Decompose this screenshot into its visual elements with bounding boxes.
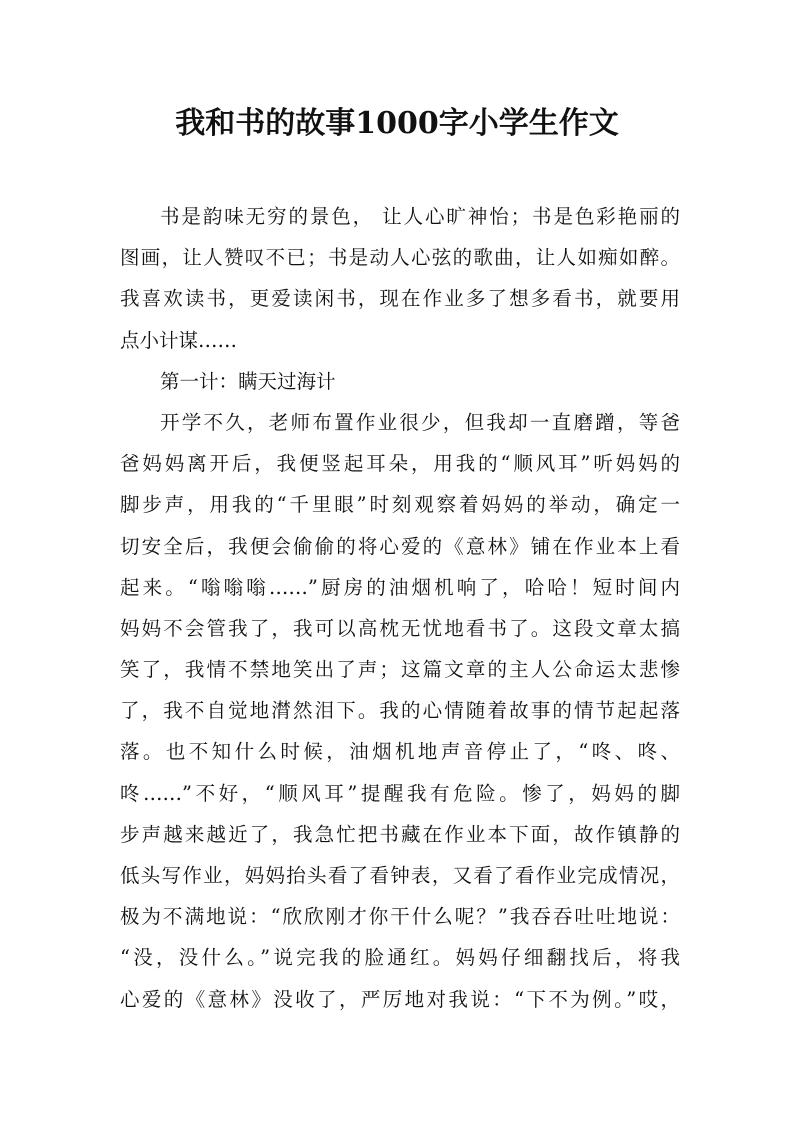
text-line: 低头写作业，妈妈抬头看了看钟表，又看了看作业完成情况，: [120, 864, 680, 887]
text-line: 步声越来越近了，我急忙把书藏在作业本下面，故作镇静的: [120, 822, 680, 846]
text-line: 第一计：瞒天过海计: [160, 369, 336, 393]
text-line: 起来。“嗡嗡嗡……”厨房的油烟机响了，哈哈！短时间内: [120, 575, 680, 599]
text-line: 点小计谋……: [120, 328, 238, 352]
text-line: “没，没什么。”说完我的脸通红。妈妈仔细翻找后，将我: [120, 946, 680, 970]
document-body: [120, 196, 680, 1020]
text-line: 妈妈不会管我了，我可以高枕无忧地看书了。这段文章太搞: [120, 616, 680, 640]
text-line: 了，我不自觉地潸然泪下。我的心情随着故事的情节起起落: [120, 699, 680, 723]
text-line: 笑了，我情不禁地笑出了声；这篇文章的主人公命运太悲惨: [120, 658, 680, 682]
text-line: 极为不满地说：“欣欣刚才你干什么呢？”我吞吞吐吐地说：: [120, 905, 680, 929]
text-line: 开学不久，老师布置作业很少，但我却一直磨蹭，等爸: [160, 410, 680, 434]
text-line: 图画，让人赞叹不已；书是动人心弦的歌曲，让人如痴如醉。: [120, 246, 680, 270]
text-line: 爸妈妈离开后，我便竖起耳朵，用我的“顺风耳”听妈妈的: [120, 452, 680, 476]
text-line: 切安全后，我便会偷偷的将心爱的《意林》铺在作业本上看: [120, 534, 680, 558]
document-title: 我和书的故事1000字小学生作文: [175, 106, 619, 141]
text-line: 我喜欢读书，更爱读闲书，现在作业多了想多看书，就要用: [120, 287, 680, 311]
text-line: 脚步声，用我的“千里眼”时刻观察着妈妈的举动，确定一: [120, 493, 680, 517]
text-line: 书是韵味无穷的景色， 让人心旷神怡；书是色彩艳丽的: [160, 205, 680, 228]
text-line: 落。也不知什么时候，油烟机地声音停止了，“咚、咚、: [120, 740, 680, 764]
text-line: 咚……”不好，“顺风耳”提醒我有危险。惨了，妈妈的脚: [120, 781, 680, 805]
text-line: 心爱的《意林》没收了，严厉地对我说：“下不为例。”哎，: [120, 987, 680, 1011]
